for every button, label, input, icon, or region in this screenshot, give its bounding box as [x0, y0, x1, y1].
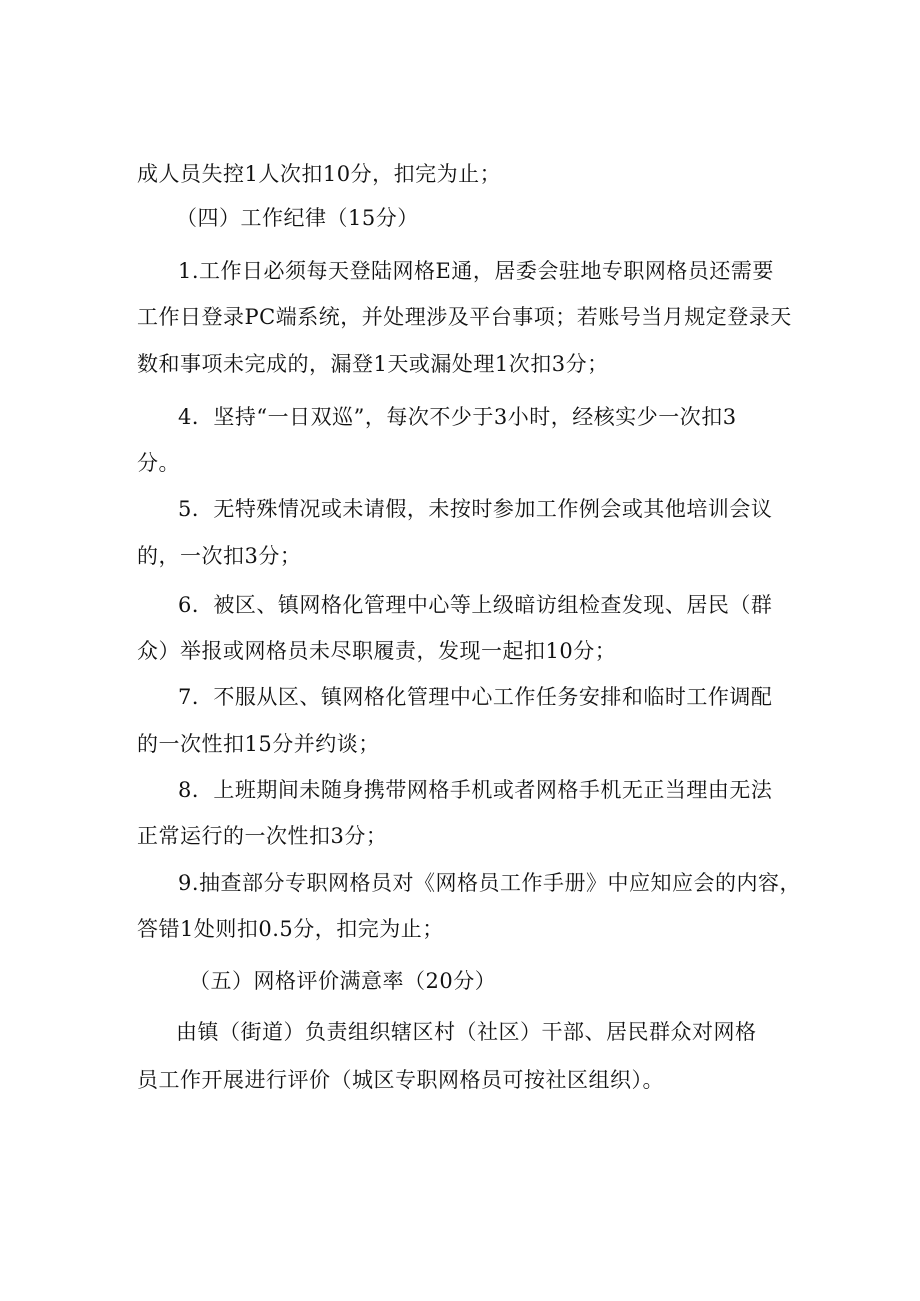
text-line: 9.抽查部分专职网格员对《网格员工作手册》中应知应会的内容，: [178, 871, 802, 895]
text-line: 1.工作日必须每天登陆网格E通，居委会驻地专职网格员还需要: [178, 259, 774, 283]
text-line: 员工作开展进行评价（城区专职网格员可按社区组织）。: [137, 1068, 664, 1092]
section-heading: （五）网格评价满意率（20分）: [189, 969, 497, 993]
text-line: 正常运行的一次性扣3分；: [137, 824, 388, 848]
text-line: 分。: [137, 451, 180, 475]
text-line: 4．坚持“一日双巡”，每次不少于3小时，经核实少一次扣3: [178, 405, 737, 429]
text-line: 数和事项未完成的，漏登1天或漏处理1次扣3分；: [137, 352, 609, 376]
text-line: 的，一次扣3分；: [137, 544, 302, 568]
text-line: 众）举报或网格员未尽职履责，发现一起扣10分；: [137, 639, 617, 663]
text-line: 工作日登录PC端系统，并处理涉及平台事项；若账号当月规定登录天: [137, 305, 792, 329]
section-heading: （四）工作纪律（15分）: [176, 206, 419, 230]
text-line: 6．被区、镇网格化管理中心等上级暗访组检查发现、居民（群: [178, 593, 773, 617]
text-line: 由镇（街道）负责组织辖区村（社区）干部、居民群众对网格: [176, 1020, 757, 1044]
text-line: 的一次性扣15分并约谈；: [137, 732, 380, 756]
text-line: 8．上班期间未随身携带网格手机或者网格手机无正当理由无法: [178, 778, 773, 802]
text-line: 成人员失控1人次扣10分，扣完为止；: [137, 162, 502, 186]
text-line: 5．无特殊情况或未请假，未按时参加工作例会或其他培训会议: [178, 497, 773, 521]
text-line: 答错1处则扣0.5分，扣完为止；: [137, 917, 444, 941]
text-line: 7．不服从区、镇网格化管理中心工作任务安排和临时工作调配: [178, 685, 773, 709]
